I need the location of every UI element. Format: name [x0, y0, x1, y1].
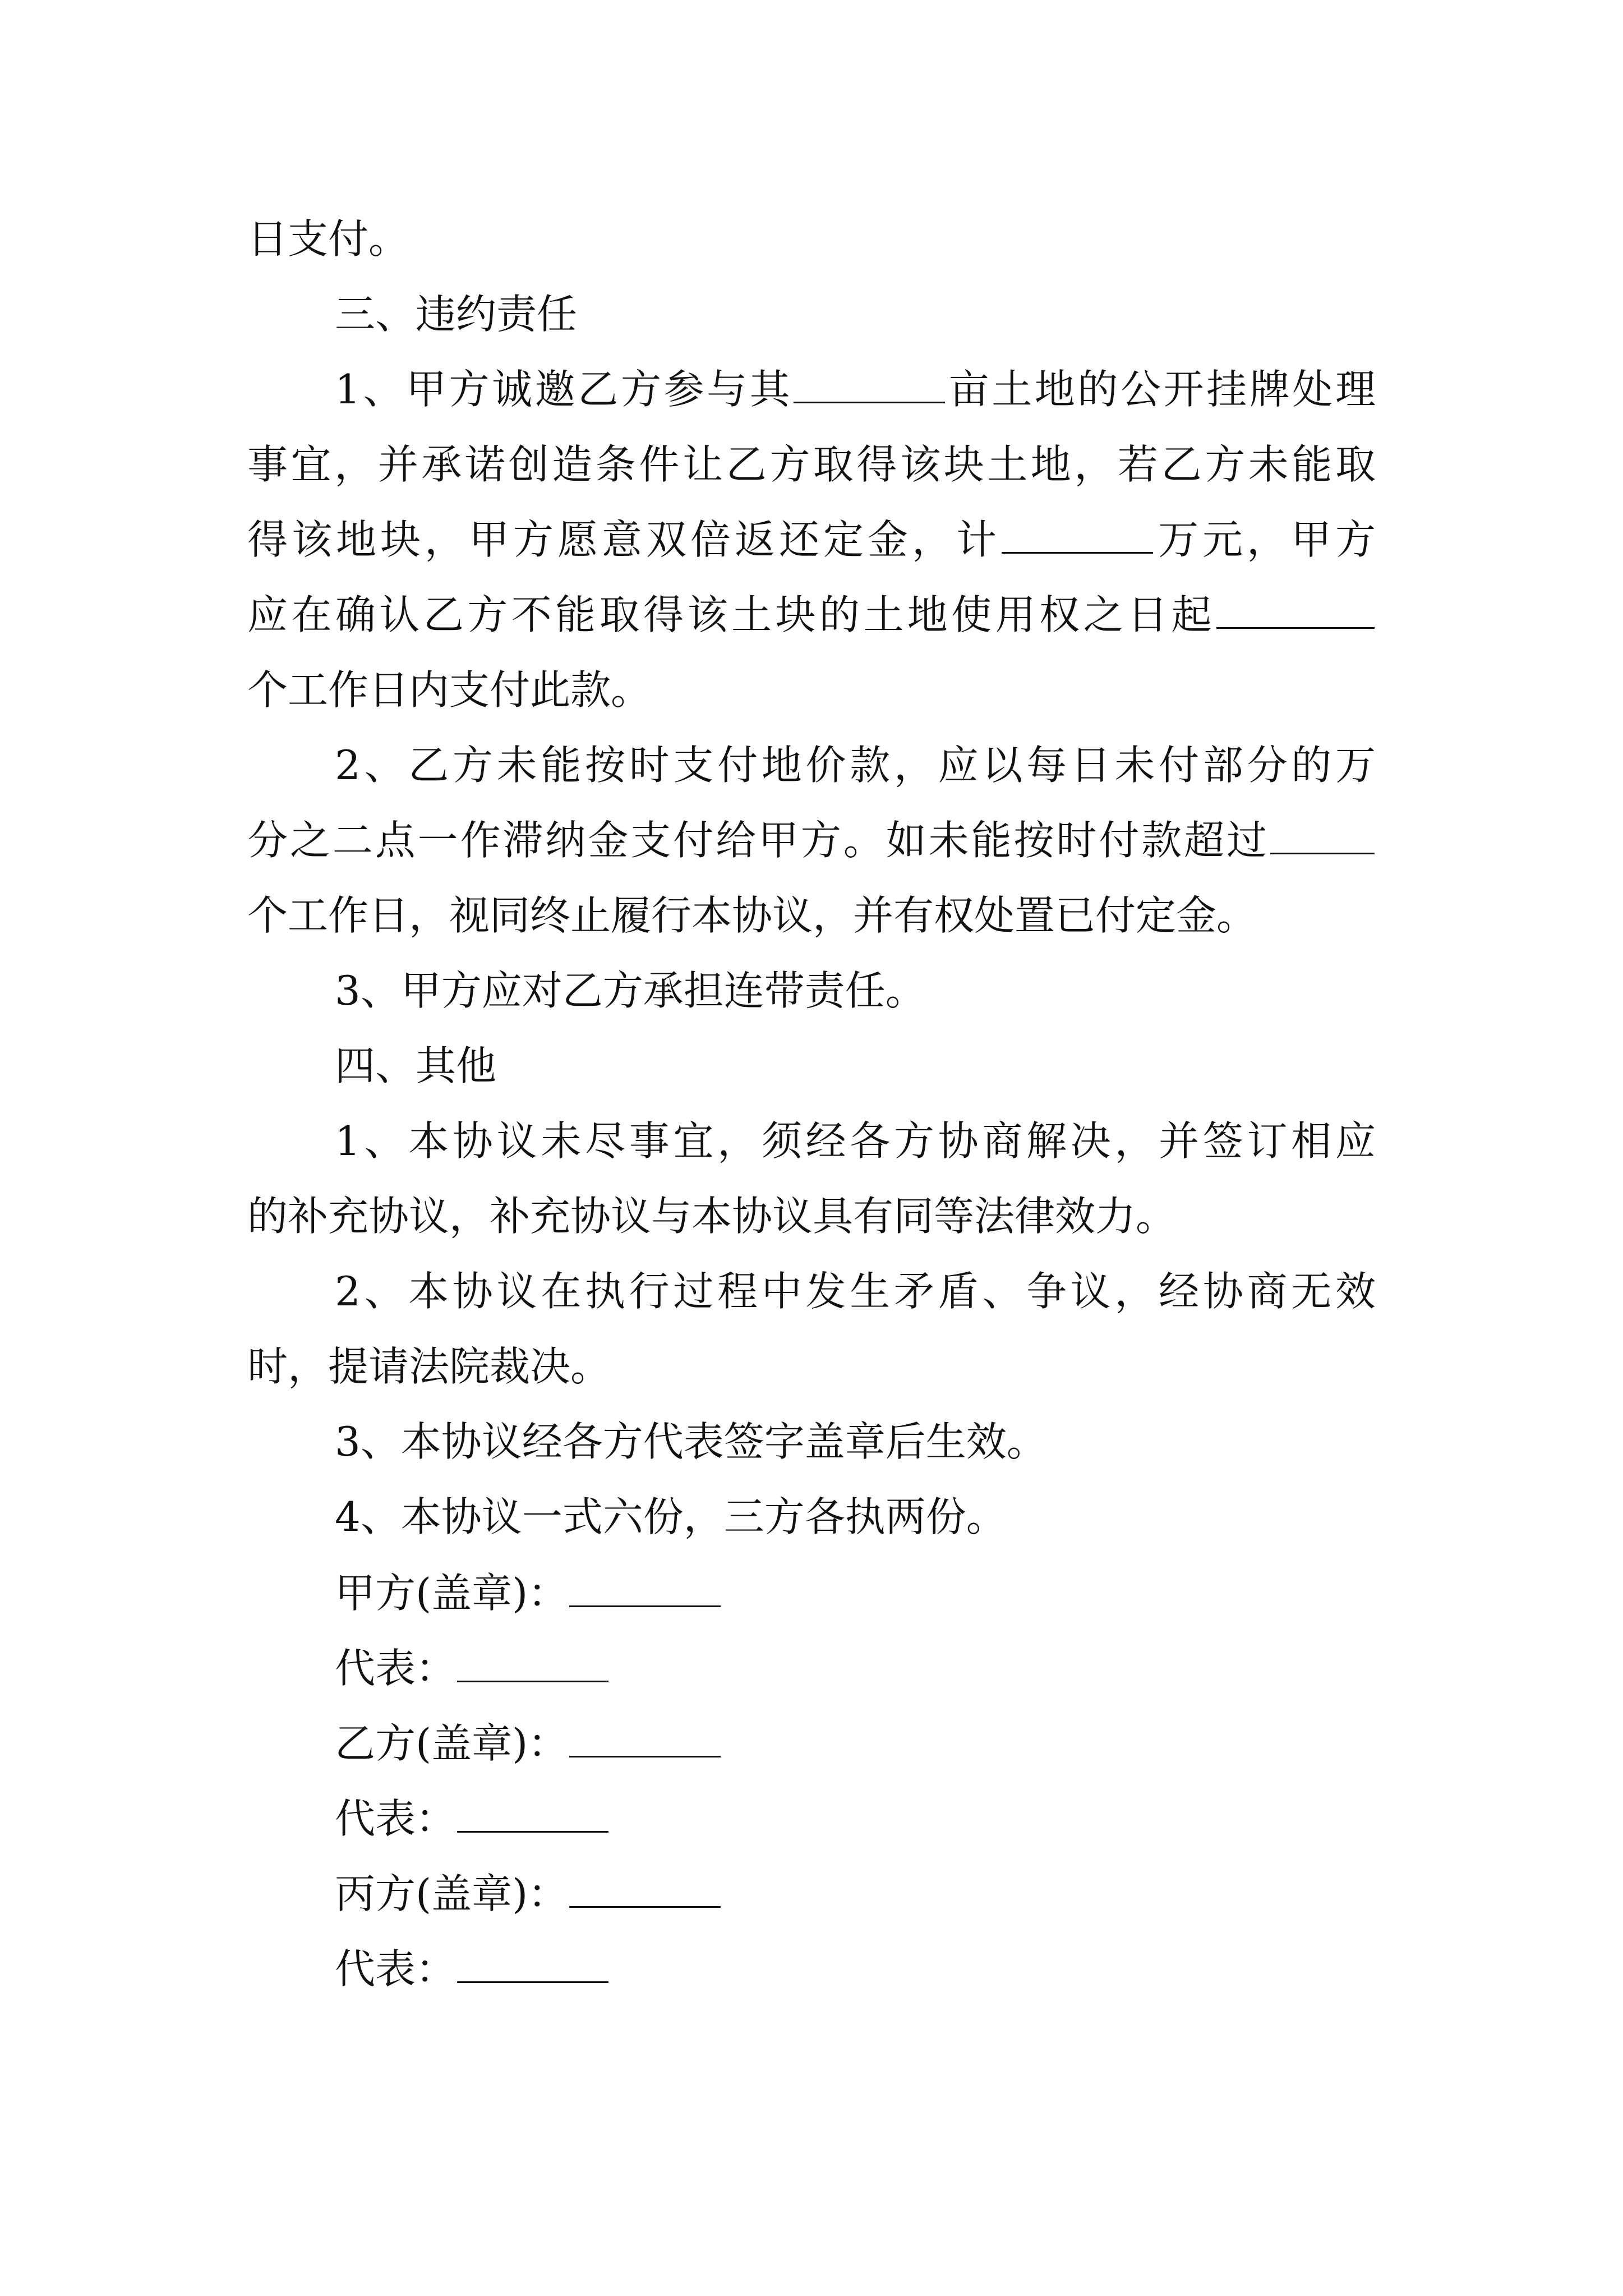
- text-line: 时，提请法院裁决。: [247, 1343, 611, 1390]
- text-line: 3、甲方应对乙方承担连带责任。: [335, 967, 926, 1014]
- text-line: 日支付。: [247, 215, 409, 263]
- text-line: 个工作日，视同终止履行本协议，并有权处置已付定金。: [247, 892, 1257, 939]
- section-heading: 三、违约责任: [335, 291, 578, 338]
- signature-blank: [569, 1754, 721, 1757]
- signature-blank: [569, 1904, 721, 1908]
- blank-field: [1002, 550, 1153, 554]
- text-line: 应在确认乙方不能取得该土块的土地使用权之日起: [247, 587, 1376, 643]
- text-line: 1、本协议未尽事宜，须经各方协商解决，并签订相应: [335, 1117, 1376, 1165]
- signature-blank: [457, 1829, 608, 1833]
- blank-field: [794, 399, 945, 403]
- signature-line-party-a: 甲方(盖章)：: [335, 1565, 722, 1621]
- text-line: 2、本协议在执行过程中发生矛盾、争议，经协商无效: [335, 1268, 1376, 1315]
- text-line: 事宜，并承诺创造条件让乙方取得该块土地，若乙方未能取: [247, 441, 1376, 488]
- text-line: 1、甲方诚邀乙方参与其 亩土地的公开挂牌处理: [335, 366, 1376, 413]
- signature-blank: [457, 1979, 608, 1983]
- signature-line-party-b: 乙方(盖章)：: [335, 1715, 722, 1772]
- text-line: 个工作日内支付此款。: [247, 666, 652, 714]
- text-line: 2、乙方未能按时支付地价款，应以每日未付部分的万: [335, 742, 1376, 789]
- text-line: 得该地块，甲方愿意双倍返还定金，计 万元，甲方: [247, 516, 1376, 563]
- signature-blank: [457, 1678, 608, 1682]
- section-heading: 四、其他: [335, 1042, 497, 1089]
- signature-line-rep-c: 代表：: [335, 1941, 610, 1997]
- signature-line-party-c: 丙方(盖章)：: [335, 1866, 722, 1922]
- text-line: 3、本协议经各方代表签字盖章后生效。: [335, 1418, 1047, 1465]
- text-line: 4、本协议一式六份，三方各执两份。: [335, 1493, 1007, 1540]
- signature-line-rep-b: 代表：: [335, 1791, 610, 1847]
- signature-blank: [569, 1603, 721, 1607]
- signature-line-rep-a: 代表：: [335, 1640, 610, 1696]
- text-line: 的补充协议，补充协议与本协议具有同等法律效力。: [247, 1193, 1177, 1240]
- blank-field: [1270, 850, 1375, 854]
- text-line: 分之二点一作滞纳金支付给甲方。如未能按时付款超过: [247, 812, 1376, 868]
- blank-field: [1216, 625, 1375, 629]
